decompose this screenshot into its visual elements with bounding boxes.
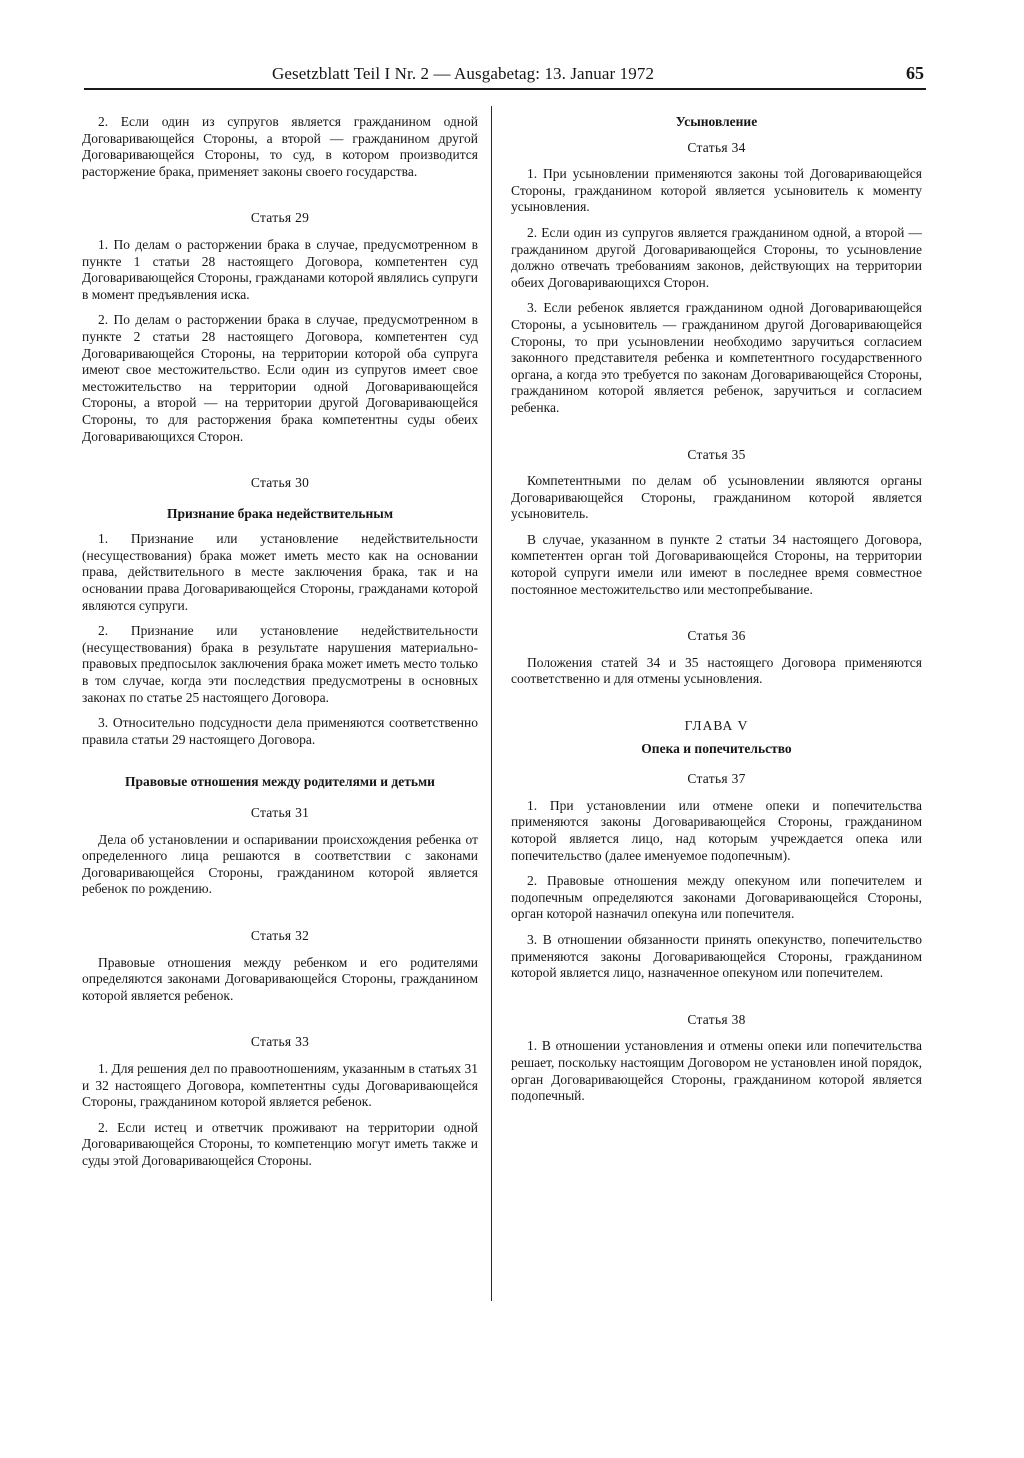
paragraph: Компетентными по делам об усыновлении являются органы Договаривающейся Стороны, гражданином которой является усыновитель.: [511, 473, 922, 522]
paragraph: Дела об установлении и оспаривании происхождения ребенка от определенного лица решаются в соответствии с законами Договаривающейся Стороны, гражданином которой является ребенок по рождению.: [82, 831, 478, 897]
paragraph: 3. Относительно подсудности дела применяются соответственно правила статьи 29 настоящего Договора.: [82, 715, 478, 747]
section-heading: Правовые отношения между родителями и детьми: [125, 774, 435, 790]
article-title: Статья 36: [687, 628, 746, 644]
paragraph: 1. Для решения дел по правоотношениям, указанным в статьях 31 и 32 настоящего Договора, компетентны суды Договаривающейся Стороны, гражданином которой является ребенок.: [82, 1060, 478, 1110]
paragraph: Положения статей 34 и 35 настоящего Договора применяются соответственно и для отмены усыновления.: [511, 654, 922, 687]
article-title: Статья 29: [250, 210, 310, 226]
article-title: Статья 33: [250, 1034, 310, 1050]
chapter-heading: Опека и попечительство: [641, 740, 792, 756]
section-heading: Усыновление: [675, 114, 758, 129]
article-title: Статья 38: [687, 1011, 746, 1027]
article-title: Статья 32: [250, 927, 310, 943]
article-title: Статья 34: [687, 139, 746, 155]
column-divider: [491, 106, 492, 1301]
paragraph: Правовые отношения между ребенком и его родителями определяются законами Договаривающейся Стороны, гражданином которой является ребенок.: [82, 954, 478, 1003]
paragraph: 2. Если истец и ответчик проживают на территории одной Договаривающейся Стороны, то компетенцию могут иметь также и суды этой Договаривающейся Стороны.: [82, 1119, 478, 1168]
paragraph: 2. Если один из супругов является гражданином одной Договаривающейся Стороны, а второй — гражданином другой Договаривающейся Стороны, то суд, в котором производится расторжение брака, применяет законы своего государства.: [82, 114, 478, 179]
paragraph: 1. При усыновлении применяются законы той Договаривающейся Стороны, гражданином которой является усыновитель к моменту усыновления.: [511, 166, 922, 215]
left-column: [82, 114, 478, 1179]
chapter-title: ГЛАВА V: [684, 718, 749, 734]
section-heading: Признание брака недействительным: [166, 505, 394, 521]
paragraph: 1. Признание или установление недействительности (несуществования) брака может иметь место как на основании права, действительного в месте заключения брака, так и на основании права Договаривающейся Стороны, гражданами которой являются супруги.: [82, 531, 478, 613]
paragraph: 1. При установлении или отмене опеки и попечительства применяются законы Договаривающейся Стороны, гражданином которой является лицо, над которым учреждается опека или попечительство (далее именуемое подопечным).: [511, 797, 922, 863]
paragraph: 2. Если один из супругов является гражданином одной, а второй — гражданином другой Договаривающейся Стороны, то усыновление должно отвечать требованиям законов, действующих на территории обеих Договаривающихся Сторон.: [511, 224, 922, 290]
article-title: Статья 37: [687, 771, 746, 787]
paragraph: 2. Признание или установление недействительности (несуществования) брака в результате нарушения материально-правовых предпосылок заключения брака может иметь место только в том случае, когда эти последствия предусмотрены в основных законах по статье 25 настоящего Договора.: [82, 623, 478, 705]
page-header: [84, 62, 926, 90]
article-title: Статья 35: [687, 446, 746, 462]
paragraph: 3. В отношении обязанности принять опекунство, попечительство применяются законы Договаривающейся Стороны, гражданином которой является лицо, назначенное опекуном или попечителем.: [511, 931, 922, 981]
article-title: Статья 30: [250, 475, 310, 491]
paragraph: В случае, указанном в пункте 2 статьи 34 настоящего Договора, компетентен орган той Договаривающейся Стороны, на территории которой супруги имели или имеют в последнее время совместное постоянное местожительство или местопребывание.: [511, 531, 922, 597]
paragraph: 2. По делам о расторжении брака в случае, предусмотренном в пункте 2 статьи 28 настоящего Договора, компетентен суд Договаривающейся Стороны, на территории которой оба супруга имеют свое местожительство. Если один из супругов имеет свое местожительство на территории одной Договаривающейся Стороны, а второй — на территории другой Договаривающейся Стороны, то для расторжения брака компетентны суды обеих Договаривающихся Сторон.: [82, 312, 478, 444]
article-title: Статья 31: [250, 805, 310, 820]
paragraph: 1. В отношении установления и отмены опеки или попечительства решает, поскольку настоящим Договором не установлен иной порядок, орган Договаривающейся Стороны, гражданином которой является подопечный.: [511, 1038, 922, 1104]
page-number: 65: [906, 63, 924, 83]
paragraph: 3. Если ребенок является гражданином одной Договаривающейся Стороны, а усыновитель — гражданином другой Договаривающейся Стороны, то при усыновлении необходимо заручиться согласием законного представителя ребенка и компетентного государственного органа, а когда это требуется по законам Договаривающейся Стороны, гражданином которой является ребенок, заручиться и согласием ребенка.: [511, 300, 922, 415]
paragraph: 2. Правовые отношения между опекуном или попечителем и подопечным определяются законами Договаривающейся Стороны, орган которой назначил опекуна или попечителя.: [511, 873, 922, 922]
paragraph: 1. По делам о расторжении брака в случае, предусмотренном в пункте 1 статьи 28 настоящего Договора, компетентен суд Договаривающейся Стороны, гражданами которой являлись супруги в момент предъявления иска.: [82, 236, 478, 302]
right-column: [511, 114, 922, 1114]
gazette-title: Gesetzblatt Teil I Nr. 2 — Ausgabetag: 13. Januar 1972: [272, 64, 655, 83]
